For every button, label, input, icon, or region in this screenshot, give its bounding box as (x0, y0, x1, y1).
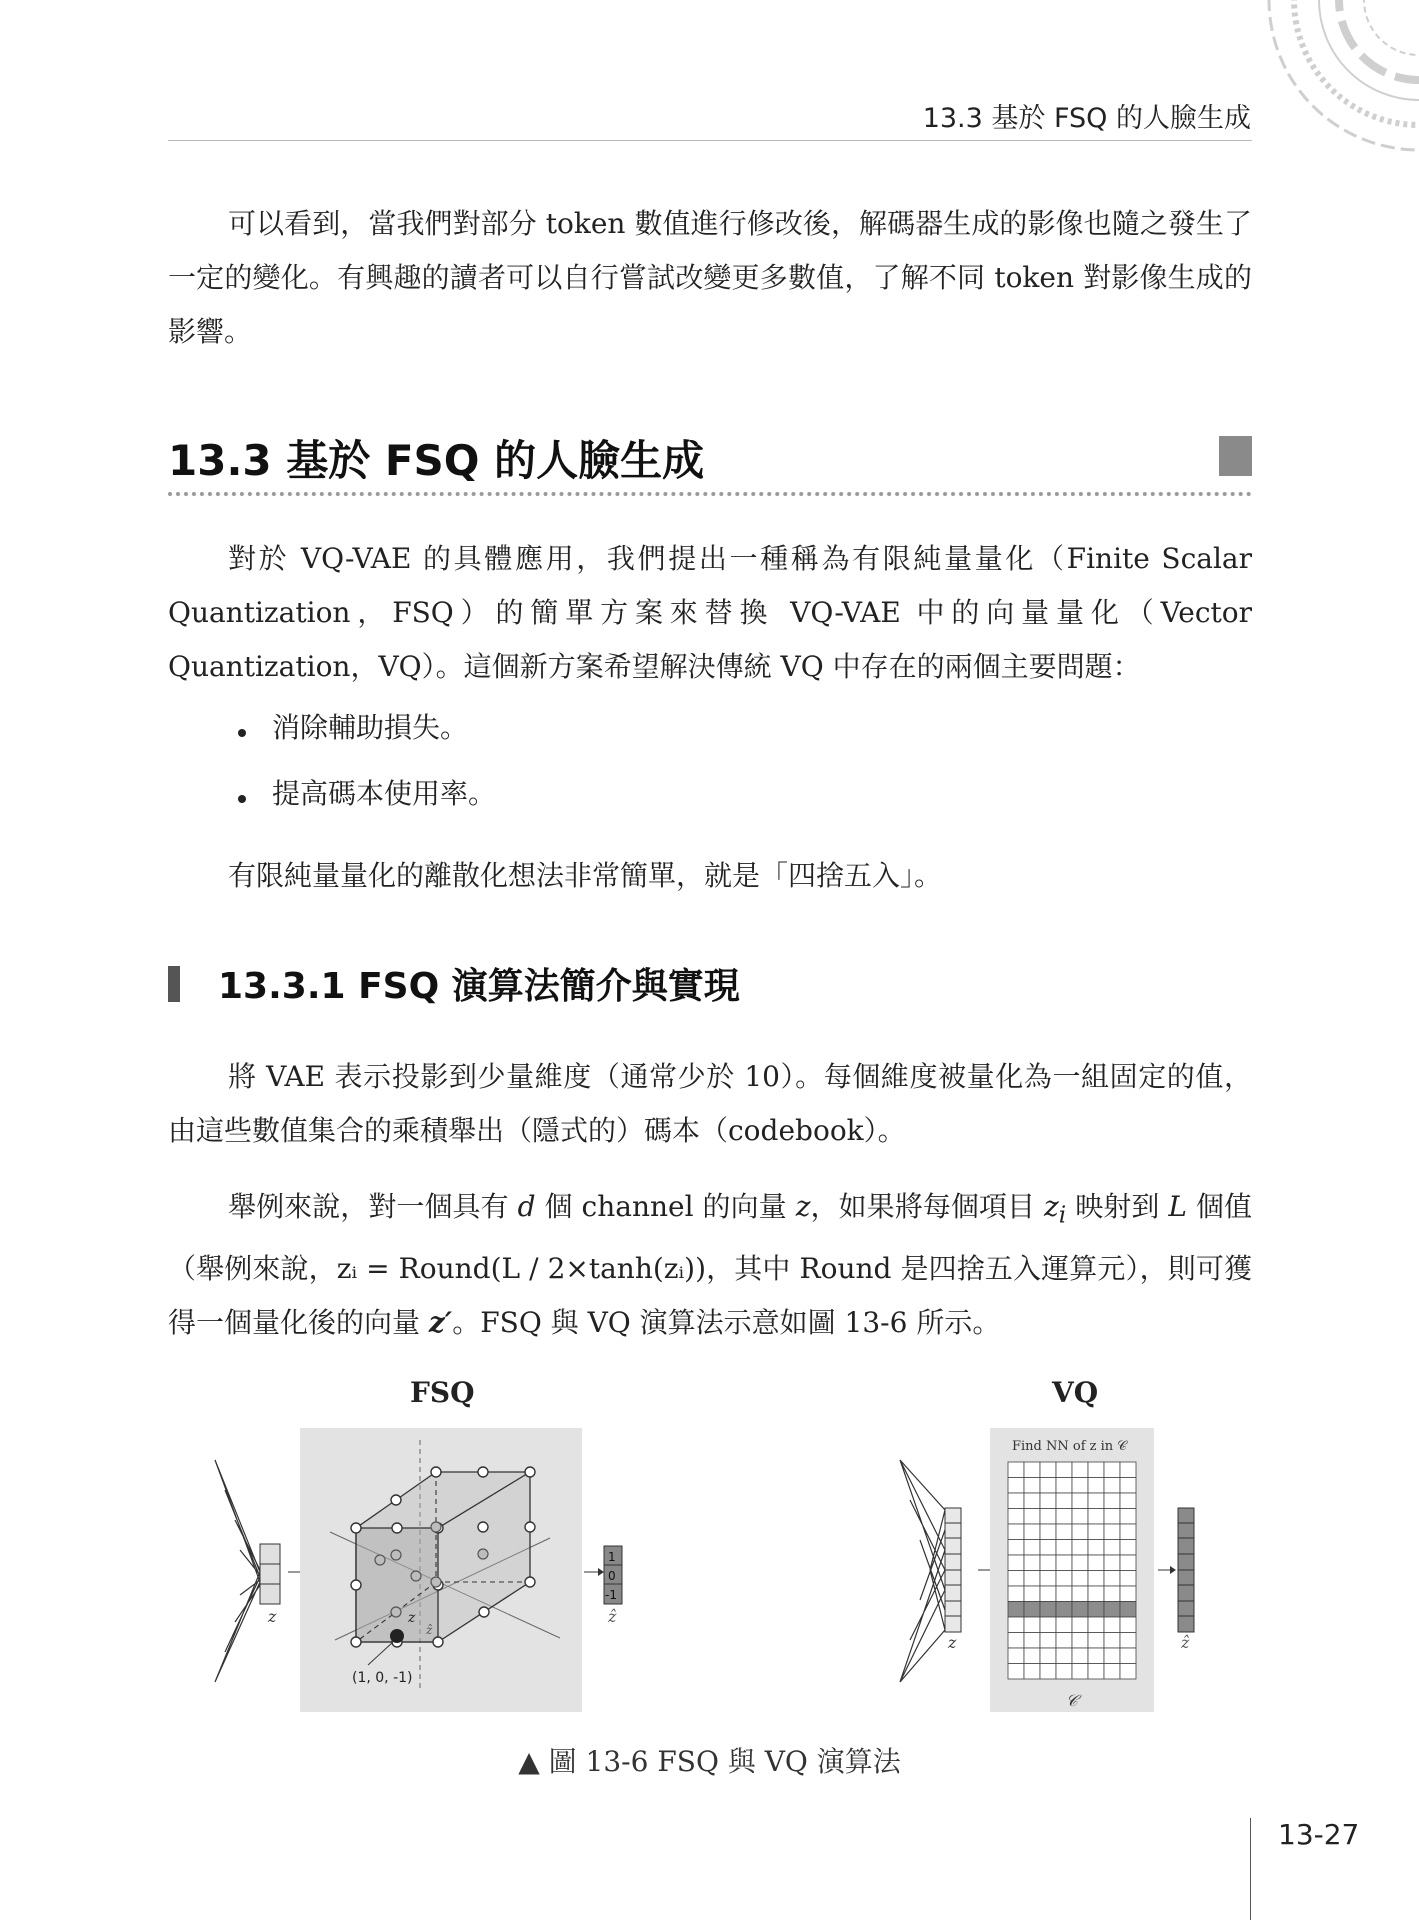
vq-codebook-cell (1104, 1617, 1120, 1633)
vq-codebook-cell (1072, 1540, 1088, 1556)
fsq-value-0: 0 (608, 1569, 616, 1583)
vq-codebook-cell (1072, 1509, 1088, 1525)
vq-codebook-cell (1072, 1462, 1088, 1478)
running-header: 13.3 基於 FSQ 的人臉生成 (922, 103, 1251, 134)
vq-header: Find NN of z in 𝒞 (1012, 1439, 1127, 1454)
vq-codebook-cell (1088, 1462, 1104, 1478)
vq-codebook-cell (1072, 1648, 1088, 1664)
vq-codebook-cell (1104, 1540, 1120, 1556)
vq-codebook-cell (1120, 1478, 1136, 1494)
vq-codebook-cell (1008, 1509, 1024, 1525)
bullet-dot (238, 729, 246, 737)
vq-z-label: z (948, 1633, 957, 1652)
vq-codebook-cell (1056, 1586, 1072, 1602)
subsection-paragraph-1: 將 VAE 表示投影到少量維度（通常少於 10）。每個維度被量化為一組固定的值，由這些數值集合的乘積舉出（隱式的）碼本（codebook）。 (168, 1060, 1252, 1147)
vq-nearest-codeword-cell (1024, 1602, 1040, 1618)
vq-codebook-cell (1104, 1462, 1120, 1478)
vq-codebook-cell (1088, 1555, 1104, 1571)
fsq-value-1: 1 (608, 1550, 616, 1564)
vq-codebook-cell (1040, 1571, 1056, 1587)
vq-codebook-cell (1040, 1509, 1056, 1525)
subsection-heading-bar (168, 966, 180, 1002)
vq-codebook-cell (1024, 1664, 1040, 1680)
fsq-point-z: z (408, 1610, 416, 1626)
vq-codebook-cell (1072, 1493, 1088, 1509)
vq-codebook-cell (1104, 1478, 1120, 1494)
vq-codebook-cell (1072, 1571, 1088, 1587)
vq-codebook-cell (1088, 1648, 1104, 1664)
header-rule (168, 140, 1252, 141)
vq-codebook-cell (1120, 1509, 1136, 1525)
vq-codebook-cell (1024, 1633, 1040, 1649)
vq-zhat-label: ẑ (1181, 1633, 1190, 1652)
vq-codebook-cell (1008, 1555, 1024, 1571)
section-paragraph-1: 對於 VQ-VAE 的具體應用，我們提出一種稱為有限純量量化（Finite Scalar Quantization，FSQ）的簡單方案來替換 VQ-VAE 中的向量量化（Vector Quantization，VQ）。這個新方案希望解決傳統 VQ 中存在的兩個主要問題： (168, 542, 1252, 683)
section-heading-dotted-rule (168, 492, 1252, 496)
vq-codebook-cell (1024, 1540, 1040, 1556)
vq-codebook-cell (1040, 1462, 1056, 1478)
vq-codebook-cell (1088, 1478, 1104, 1494)
vq-codebook-cell (1040, 1555, 1056, 1571)
decorative-corner-rings (1219, 0, 1419, 170)
vq-codebook-cell (1056, 1664, 1072, 1680)
section-heading: 13.3 基於 FSQ 的人臉生成 (168, 436, 705, 485)
bullet-item-2: 提高碼本使用率。 (272, 777, 497, 810)
vq-codebook-cell (1024, 1493, 1040, 1509)
vq-codebook-cell (1104, 1555, 1120, 1571)
vq-codebook-grid (1008, 1462, 1136, 1679)
vq-codebook-cell (1104, 1493, 1120, 1509)
vq-codebook-cell (1056, 1478, 1072, 1494)
vq-codebook-cell (1008, 1586, 1024, 1602)
vq-codebook-cell (1120, 1524, 1136, 1540)
vq-codebook-cell (1104, 1648, 1120, 1664)
section-paragraph-2: 有限純量量化的離散化想法非常簡單，就是「四捨五入」。 (228, 859, 943, 892)
vq-codebook-cell (1120, 1571, 1136, 1587)
vq-codebook-cell (1056, 1633, 1072, 1649)
vq-codebook-cell (1056, 1524, 1072, 1540)
vq-codebook-cell (1040, 1648, 1056, 1664)
vq-codebook-cell (1024, 1571, 1040, 1587)
vq-codebook-cell (1072, 1633, 1088, 1649)
vq-encoder-fan (900, 1460, 945, 1682)
vq-codebook-cell (1040, 1633, 1056, 1649)
fsq-zhat-label: ẑ (608, 1607, 617, 1626)
vq-codebook-cell (1088, 1509, 1104, 1525)
fsq-title: FSQ (410, 1376, 475, 1409)
vq-codebook-cell (1040, 1493, 1056, 1509)
fsq-point-zhat: ẑ (426, 1623, 433, 1637)
vq-codebook-cell (1056, 1555, 1072, 1571)
vq-codebook-cell (1024, 1478, 1040, 1494)
vq-codebook-cell (1088, 1664, 1104, 1680)
vq-codebook-cell (1024, 1586, 1040, 1602)
vq-codebook-cell (1008, 1571, 1024, 1587)
vq-codebook-cell (1056, 1617, 1072, 1633)
vq-codebook-cell (1008, 1462, 1024, 1478)
vq-codebook-cell (1040, 1540, 1056, 1556)
vq-codebook-cell (1104, 1664, 1120, 1680)
vq-codebook-cell (1120, 1540, 1136, 1556)
vq-codebook-cell (1104, 1586, 1120, 1602)
vq-codebook-cell (1104, 1633, 1120, 1649)
vq-codebook-cell (1024, 1555, 1040, 1571)
vq-codebook-cell (1024, 1648, 1040, 1664)
vq-codebook-cell (1072, 1586, 1088, 1602)
vq-z-vector (945, 1508, 961, 1632)
vq-codebook-cell (1120, 1555, 1136, 1571)
figure-caption: ▲ 圖 13-6 FSQ 與 VQ 演算法 (518, 1745, 901, 1778)
vq-codebook-cell (1024, 1617, 1040, 1633)
vq-codebook-cell (1056, 1493, 1072, 1509)
bullet-dot (238, 795, 246, 803)
vq-codebook-cell (1088, 1493, 1104, 1509)
vq-codebook-cell (1088, 1617, 1104, 1633)
vq-codebook-cell (1024, 1524, 1040, 1540)
vq-codebook-cell (1008, 1633, 1024, 1649)
vq-codebook-cell (1120, 1664, 1136, 1680)
vq-nearest-codeword-cell (1056, 1602, 1072, 1618)
vq-codebook-cell (1008, 1478, 1024, 1494)
vq-codebook-cell (1104, 1524, 1120, 1540)
vq-codebook-cell (1088, 1540, 1104, 1556)
vq-codebook-cell (1088, 1571, 1104, 1587)
vq-codebook-cell (1008, 1493, 1024, 1509)
vq-title: VQ (1052, 1376, 1099, 1409)
bullet-item-1: 消除輔助損失。 (272, 711, 469, 744)
fsq-value-neg1: -1 (605, 1588, 617, 1602)
vq-codebook-cell (1040, 1586, 1056, 1602)
vq-diagram (890, 1420, 1220, 1720)
vq-codebook-cell (1008, 1648, 1024, 1664)
vq-codebook-cell (1088, 1586, 1104, 1602)
vq-nearest-codeword-cell (1104, 1602, 1120, 1618)
vq-codebook-cell (1040, 1478, 1056, 1494)
vq-codebook-cell (1024, 1462, 1040, 1478)
vq-codebook-cell (1040, 1664, 1056, 1680)
fsq-z-label: z (268, 1607, 277, 1626)
vq-codebook-cell (1120, 1586, 1136, 1602)
vq-codebook-cell (1040, 1617, 1056, 1633)
vq-codebook-cell (1056, 1462, 1072, 1478)
vq-zhat-vector (1178, 1508, 1194, 1632)
vq-codebook-cell (1056, 1571, 1072, 1587)
vq-codebook-cell (1056, 1648, 1072, 1664)
vq-nearest-codeword-cell (1120, 1602, 1136, 1618)
fsq-encoder-fan (215, 1460, 260, 1682)
vq-codebook-cell (1072, 1524, 1088, 1540)
vq-codebook-cell (1088, 1524, 1104, 1540)
subsection-paragraph-2: 舉例來說，對一個具有 d 個 channel 的向量 z，如果將每個項目 $z_i$ 映射到 L 個值（舉例來說，zᵢ = Round(L / 2×tanh(zᵢ))，其中 Round 是四捨五入運算元），則可獲得一個量化後的向量 z′。FSQ 與 VQ 演算法示意如圖 13-6 所示。 (168, 1190, 1252, 1339)
vq-codebook-cell (1072, 1478, 1088, 1494)
vq-nearest-codeword-cell (1088, 1602, 1104, 1618)
vq-codebook-cell (1120, 1462, 1136, 1478)
vq-nearest-codeword-cell (1008, 1602, 1024, 1618)
vq-codebook-cell (1008, 1664, 1024, 1680)
fsq-diagram (200, 1420, 640, 1720)
vq-codebook-cell (1120, 1633, 1136, 1649)
vq-codebook-cell (1040, 1524, 1056, 1540)
formula: zᵢ = Round(L / 2×tanh(zᵢ)) (336, 1251, 707, 1285)
vq-codebook-cell (1024, 1509, 1040, 1525)
vq-codebook-cell (1088, 1633, 1104, 1649)
page-number-rule (1250, 1818, 1251, 1920)
vq-codebook-cell (1120, 1493, 1136, 1509)
vq-codebook-cell (1104, 1509, 1120, 1525)
vq-codebook-cell (1072, 1555, 1088, 1571)
fsq-quantized-point (390, 1629, 404, 1643)
vq-nearest-codeword-cell (1040, 1602, 1056, 1618)
vq-codebook-cell (1120, 1617, 1136, 1633)
vq-codebook-cell (1120, 1648, 1136, 1664)
vq-codebook-cell (1104, 1571, 1120, 1587)
subsection-heading: 13.3.1 FSQ 演算法簡介與實現 (218, 966, 740, 1007)
vq-codebook-cell (1056, 1540, 1072, 1556)
fsq-z-vector (260, 1544, 280, 1604)
section-heading-block (1219, 436, 1252, 476)
intro-paragraph: 可以看到，當我們對部分 token 數值進行修改後，解碼器生成的影像也隨之發生了一定的變化。有興趣的讀者可以自行嘗試改變更多數值，了解不同 token 對影像生成的影響。 (168, 207, 1252, 348)
page-number: 13-27 (1278, 1818, 1360, 1851)
vq-codebook-cell (1008, 1540, 1024, 1556)
vq-nearest-codeword-cell (1072, 1602, 1088, 1618)
fsq-point-label: (1, 0, -1) (352, 1670, 413, 1686)
vq-codebook-cell (1072, 1617, 1088, 1633)
vq-codebook-cell (1008, 1524, 1024, 1540)
vq-codebook-cell (1072, 1664, 1088, 1680)
vq-codebook-label: 𝒞 (1066, 1691, 1078, 1710)
vq-codebook-cell (1056, 1509, 1072, 1525)
vq-codebook-cell (1008, 1617, 1024, 1633)
